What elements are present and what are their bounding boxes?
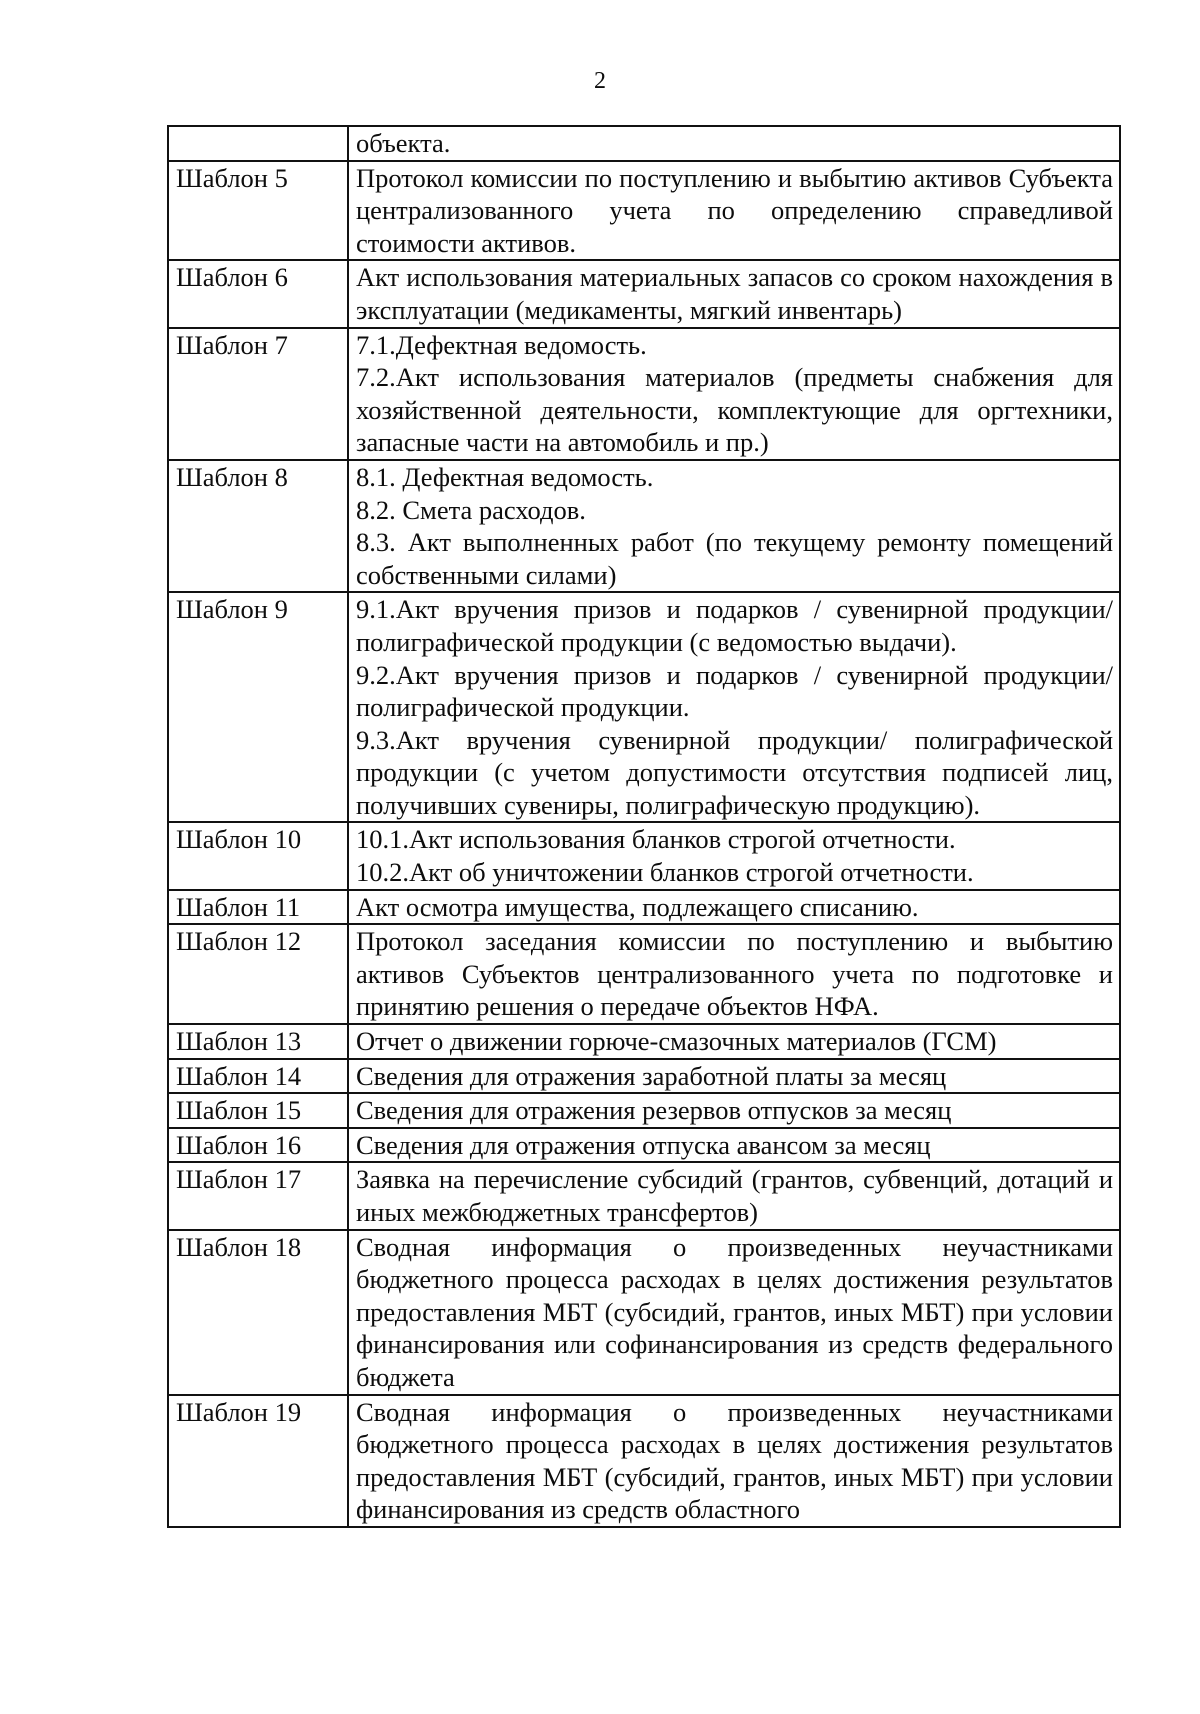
template-name-cell: Шаблон 9 [168, 592, 348, 822]
template-name-cell: Шаблон 15 [168, 1093, 348, 1128]
template-description-cell [348, 1059, 1120, 1094]
table-row [168, 924, 1120, 1024]
description-line: 8.2. Смета расходов. [356, 494, 586, 525]
template-name-cell: Шаблон 10 [168, 822, 348, 889]
description-line: 9.1.Акт вручения призов и подарков / сувенирной продукции/ полиграфической продукции (с ведомостью выдачи). [356, 594, 1113, 657]
template-description-cell [348, 1395, 1120, 1527]
template-description-cell [348, 1024, 1120, 1059]
template-name-cell: Шаблон 12 [168, 924, 348, 1024]
description-line: объекта. [356, 128, 451, 158]
description-line: 10.1.Акт использования бланков строгой отчетности. [356, 824, 956, 855]
template-name-cell: Шаблон 17 [168, 1162, 348, 1229]
template-name-cell: Шаблон 8 [168, 460, 348, 592]
description-line: Отчет о движении горюче-смазочных материалов (ГСМ) [356, 1026, 997, 1057]
template-name-cell: Шаблон 18 [168, 1230, 348, 1395]
page-number: 2 [594, 68, 606, 94]
table-row [168, 260, 1120, 327]
description-line: 9.3.Акт вручения сувенирной продукции/ полиграфической продукции (с учетом допустимости отсутствия подписей лиц, получивших сувениры, полиграфическую продукцию). [356, 724, 1113, 820]
template-description-cell [348, 1128, 1120, 1163]
template-name-cell [168, 126, 348, 161]
description-line: Протокол заседания комиссии по поступлению и выбытию активов Субъектов централизованного учета по подготовке и принятию решения о передаче объектов НФА. [356, 926, 1113, 1022]
templates-table [167, 125, 1121, 1528]
template-name-cell: Шаблон 7 [168, 328, 348, 460]
template-name-cell: Шаблон 14 [168, 1059, 348, 1094]
table-row [168, 1024, 1120, 1059]
table-row [168, 1059, 1120, 1094]
description-line: 8.1. Дефектная ведомость. [356, 461, 654, 492]
template-name-cell: Шаблон 5 [168, 161, 348, 261]
template-description-cell [348, 1093, 1120, 1128]
description-line: Акт осмотра имущества, подлежащего списанию. [356, 891, 919, 922]
description-line: Сведения для отражения отпуска авансом за месяц [356, 1129, 931, 1160]
table-row [168, 1395, 1120, 1527]
template-description-cell [348, 890, 1120, 925]
template-description-cell [348, 328, 1120, 460]
table-row [168, 890, 1120, 925]
template-description-cell [348, 1162, 1120, 1229]
description-line: 7.2.Акт использования материалов (предметы снабжения для хозяйственной деятельности, комплектующие для оргтехники, запасные части на автомобиль и пр.) [356, 362, 1113, 458]
description-line: Протокол комиссии по поступлению и выбытию активов Субъекта централизованного учета по определению справедливой стоимости активов. [356, 162, 1113, 258]
description-line: 9.2.Акт вручения призов и подарков / сувенирной продукции/ полиграфической продукции. [356, 659, 1113, 723]
description-line: Сводная информация о произведенных неучастниками бюджетного процесса расходах в целях достижения результатов предоставления МБТ (субсидий, грантов, иных МБТ) при условии финансирования или софинансирования из средств федерального бюджета [356, 1231, 1113, 1392]
table-row [168, 592, 1120, 822]
description-line: Акт использования материальных запасов со сроком нахождения в эксплуатации (медикаменты, мягкий инвентарь) [356, 262, 1113, 325]
description-line: Сводная информация о произведенных неучастниками бюджетного процесса расходах в целях достижения результатов предоставления МБТ (субсидий, грантов, иных МБТ) при условии финансирования из средств областного [356, 1396, 1113, 1525]
template-name-cell: Шаблон 16 [168, 1128, 348, 1163]
table-row [168, 1093, 1120, 1128]
description-line: Заявка на перечисление субсидий (грантов, субвенций, дотаций и иных межбюджетных трансфертов) [356, 1164, 1113, 1227]
template-name-cell: Шаблон 13 [168, 1024, 348, 1059]
table-row [168, 126, 1120, 161]
description-line: 7.1.Дефектная ведомость. [356, 329, 647, 360]
table-row [168, 1230, 1120, 1395]
description-line: Сведения для отражения резервов отпусков за месяц [356, 1095, 952, 1126]
template-description-cell [348, 126, 1120, 161]
table-row [168, 1128, 1120, 1163]
table-row [168, 328, 1120, 460]
table-row [168, 161, 1120, 261]
template-name-cell: Шаблон 11 [168, 890, 348, 925]
template-description-cell [348, 161, 1120, 261]
template-description-cell [348, 592, 1120, 822]
table-row [168, 1162, 1120, 1229]
template-description-cell [348, 460, 1120, 592]
template-description-cell [348, 260, 1120, 327]
description-line: 10.2.Акт об уничтожении бланков строгой отчетности. [356, 857, 974, 888]
description-line: Сведения для отражения заработной платы за месяц [356, 1060, 947, 1091]
table-row [168, 460, 1120, 592]
template-description-cell [348, 822, 1120, 889]
template-description-cell [348, 924, 1120, 1024]
template-name-cell: Шаблон 19 [168, 1395, 348, 1527]
template-description-cell [348, 1230, 1120, 1395]
template-name-cell: Шаблон 6 [168, 260, 348, 327]
table-row [168, 822, 1120, 889]
description-line: 8.3. Акт выполненных работ (по текущему ремонту помещений собственными силами) [356, 527, 1113, 590]
templates-table-body [168, 126, 1120, 1527]
